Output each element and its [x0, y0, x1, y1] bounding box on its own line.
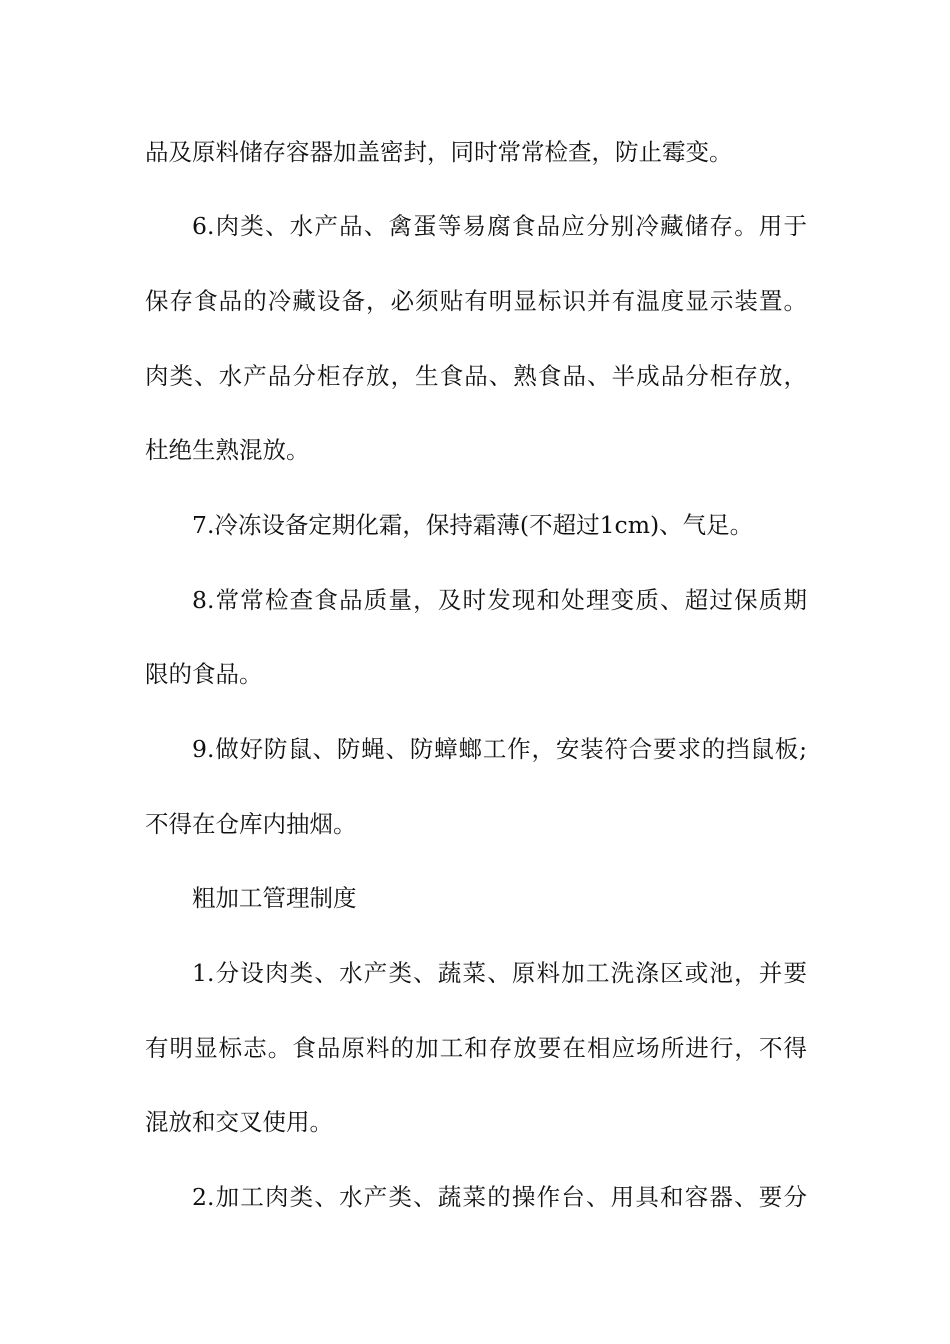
- text-line-4: 肉类、水产品分柜存放，生食品、熟食品、半成品分柜存放，: [145, 362, 807, 390]
- text-line-5: 杜绝生熟混放。: [145, 436, 310, 464]
- text-line-13: 有明显标志。食品原料的加工和存放要在相应场所进行，不得: [145, 1034, 807, 1062]
- section-heading: 粗加工管理制度: [192, 884, 357, 912]
- text-line-6: 7.冷冻设备定期化霜，保持霜薄(不超过1cm)、气足。: [192, 511, 754, 539]
- text-line-7: 8.常常检查食品质量，及时发现和处理变质、超过保质期: [192, 586, 807, 614]
- text-line-9: 9.做好防鼠、防蝇、防蟑螂工作，安装符合要求的挡鼠板;: [192, 735, 807, 763]
- text-line-8: 限的食品。: [145, 660, 263, 688]
- text-line-2: 6.肉类、水产品、禽蛋等易腐食品应分别冷藏储存。用于: [192, 212, 807, 240]
- text-line-15: 2.加工肉类、水产类、蔬菜的操作台、用具和容器、要分: [192, 1183, 807, 1211]
- text-line-14: 混放和交叉使用。: [145, 1108, 333, 1136]
- text-line-3: 保存食品的冷藏设备，必须贴有明显标识并有温度显示装置。: [145, 287, 807, 315]
- text-line-1: 品及原料储存容器加盖密封，同时常常检查，防止霉变。: [145, 138, 733, 166]
- text-line-10: 不得在仓库内抽烟。: [145, 810, 357, 838]
- text-line-12: 1.分设肉类、水产类、蔬菜、原料加工洗涤区或池，并要: [192, 959, 807, 987]
